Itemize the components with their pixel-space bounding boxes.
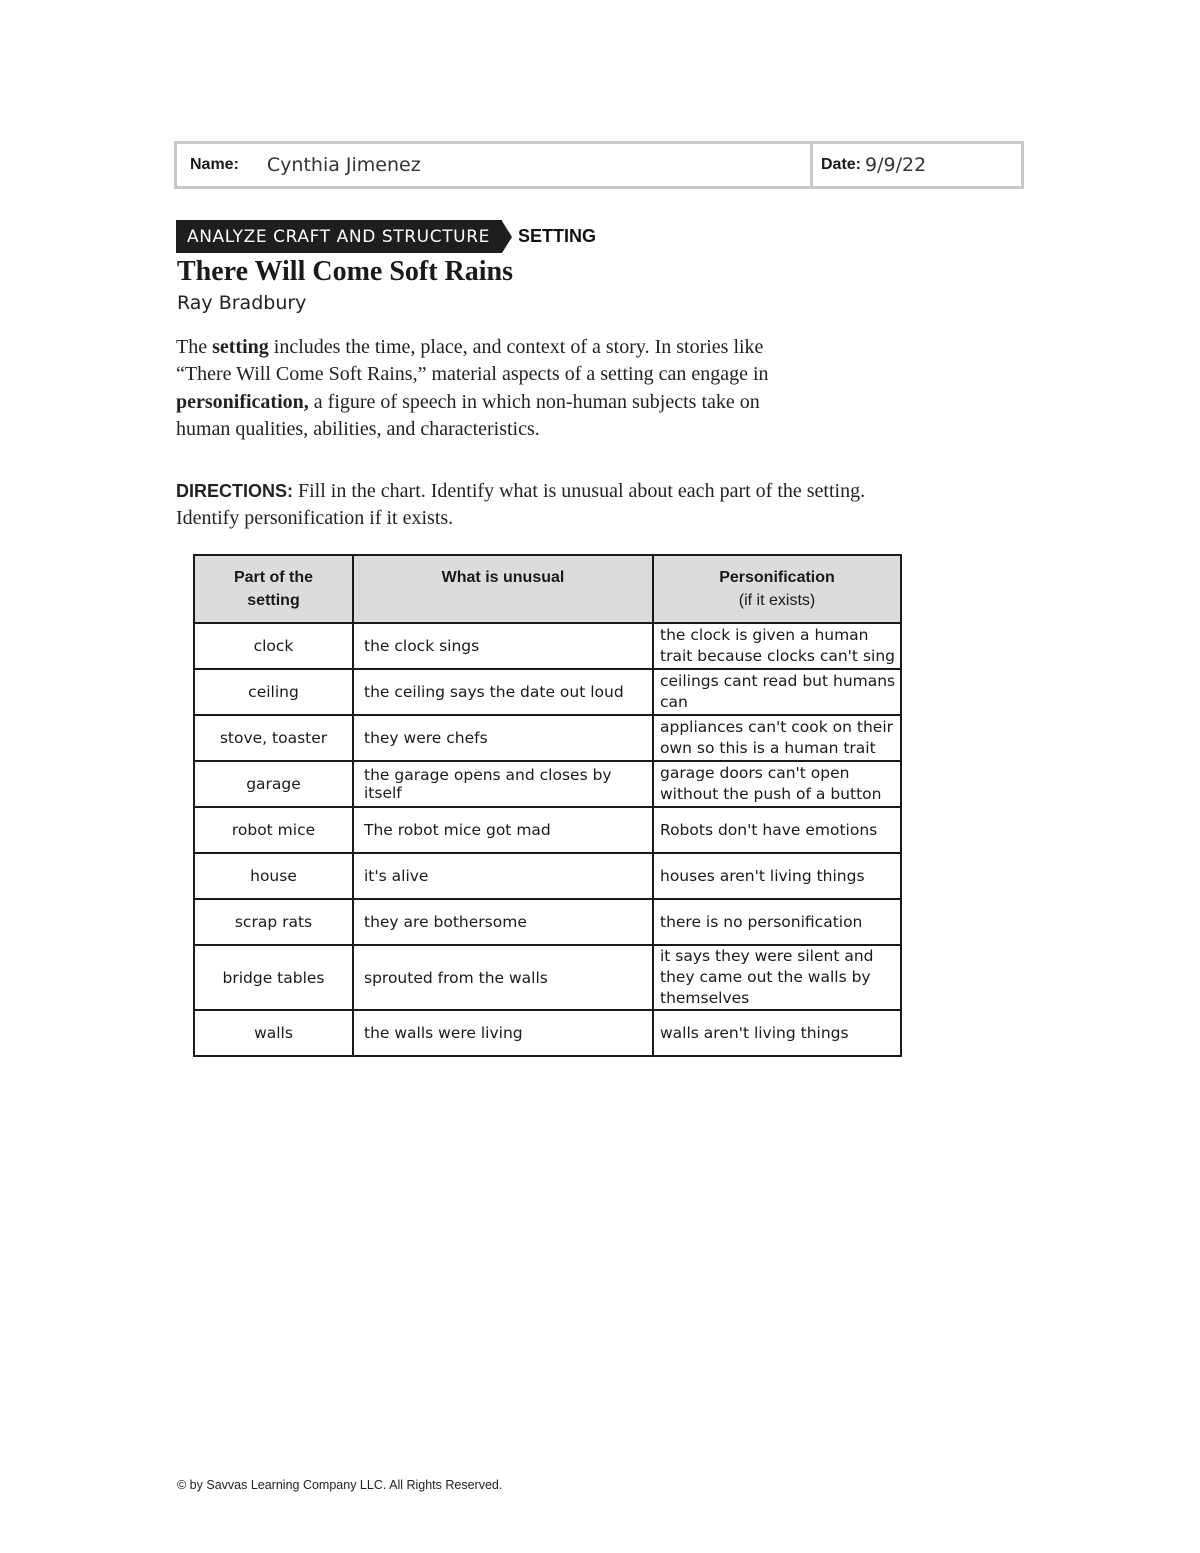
- cell-part[interactable]: house: [194, 853, 353, 899]
- directions: [176, 478, 1016, 533]
- cell-personification[interactable]: the clock is given a human trait because clocks can't sing: [653, 623, 901, 669]
- intro-text: includes the time, place, and context of a story. In stories like: [268, 336, 764, 358]
- table-row: [194, 853, 901, 899]
- intro-paragraph: [176, 334, 896, 443]
- page-title: There Will Come Soft Rains: [177, 256, 514, 287]
- table-row: [194, 899, 901, 945]
- table-row: [194, 807, 901, 853]
- intro-text: The: [176, 336, 213, 358]
- table-row: [194, 623, 901, 669]
- table-row: [194, 715, 901, 761]
- copyright-footer: © by Savvas Learning Company LLC. All Rights Reserved.: [177, 1478, 503, 1492]
- cell-unusual[interactable]: it's alive: [353, 853, 653, 899]
- cell-personification[interactable]: it says they were silent and they came out the walls by themselves: [653, 945, 901, 1010]
- cell-personification[interactable]: there is no personification: [653, 899, 901, 945]
- header-unusual-label: What is unusual: [441, 569, 565, 586]
- directions-line: Identify personification if it exists.: [176, 507, 454, 530]
- cell-personification[interactable]: Robots don't have emotions: [653, 807, 901, 853]
- header-person-sub: (if it exists): [738, 592, 816, 609]
- header-person-label: Personification: [719, 569, 835, 586]
- cell-part[interactable]: ceiling: [194, 669, 353, 715]
- name-field[interactable]: Cynthia Jimenez: [266, 154, 421, 176]
- cell-part[interactable]: clock: [194, 623, 353, 669]
- cell-unusual[interactable]: they were chefs: [353, 715, 653, 761]
- table-row: [194, 1010, 901, 1056]
- header-part: [194, 555, 353, 623]
- table-row: [194, 669, 901, 715]
- name-label: Name:: [190, 156, 239, 173]
- intro-line: “There Will Come Soft Rains,” material aspects of a setting can engage in: [176, 363, 769, 386]
- cell-unusual[interactable]: they are bothersome: [353, 899, 653, 945]
- cell-unusual[interactable]: the walls were living: [353, 1010, 653, 1056]
- intro-line: human qualities, abilities, and characteristics.: [176, 417, 540, 440]
- cell-personification[interactable]: houses aren't living things: [653, 853, 901, 899]
- cell-personification[interactable]: ceilings cant read but humans can: [653, 669, 901, 715]
- cell-part[interactable]: garage: [194, 761, 353, 807]
- directions-label: DIRECTIONS:: [176, 481, 293, 501]
- name-cell: [177, 144, 813, 186]
- intro-text: a figure of speech in which non-human subjects take on: [308, 390, 760, 413]
- banner-arrow-icon: [502, 221, 512, 253]
- intro-line: [176, 334, 896, 361]
- cell-part[interactable]: walls: [194, 1010, 353, 1056]
- table-row: [194, 761, 901, 807]
- table-row: [194, 945, 901, 1010]
- header-unusual: [353, 555, 653, 623]
- cell-part[interactable]: stove, toaster: [194, 715, 353, 761]
- section-banner: [176, 220, 596, 253]
- name-date-box: [174, 141, 1024, 189]
- cell-unusual[interactable]: the clock sings: [353, 623, 653, 669]
- table-header-row: [194, 555, 901, 623]
- date-field[interactable]: 9/9/22: [865, 154, 927, 176]
- date-cell: [813, 144, 1021, 186]
- cell-personification[interactable]: walls aren't living things: [653, 1010, 901, 1056]
- header-part-label: Part of the setting: [233, 569, 314, 609]
- cell-unusual[interactable]: the ceiling says the date out loud: [353, 669, 653, 715]
- directions-line: [176, 478, 1016, 505]
- intro-line: [176, 389, 896, 416]
- cell-personification[interactable]: appliances can't cook on their own so this is a human trait: [653, 715, 901, 761]
- term-personification: personification,: [176, 390, 309, 413]
- header-personification: [653, 555, 901, 623]
- author: Ray Bradbury: [177, 292, 307, 314]
- term-setting: setting: [212, 336, 269, 358]
- cell-part[interactable]: bridge tables: [194, 945, 353, 1010]
- setting-chart: [193, 554, 902, 1057]
- cell-personification[interactable]: garage doors can't open without the push of a button: [653, 761, 901, 807]
- cell-unusual[interactable]: The robot mice got mad: [353, 807, 653, 853]
- cell-part[interactable]: scrap rats: [194, 899, 353, 945]
- date-label: Date:: [821, 156, 862, 173]
- cell-unusual[interactable]: the garage opens and closes by itself: [353, 761, 653, 807]
- directions-text: Fill in the chart. Identify what is unusual about each part of the setting.: [293, 480, 866, 502]
- banner-sub-label: SETTING: [517, 226, 596, 246]
- cell-unusual[interactable]: sprouted from the walls: [353, 945, 653, 1010]
- cell-part[interactable]: robot mice: [194, 807, 353, 853]
- banner-label: ANALYZE CRAFT AND STRUCTURE: [176, 220, 502, 253]
